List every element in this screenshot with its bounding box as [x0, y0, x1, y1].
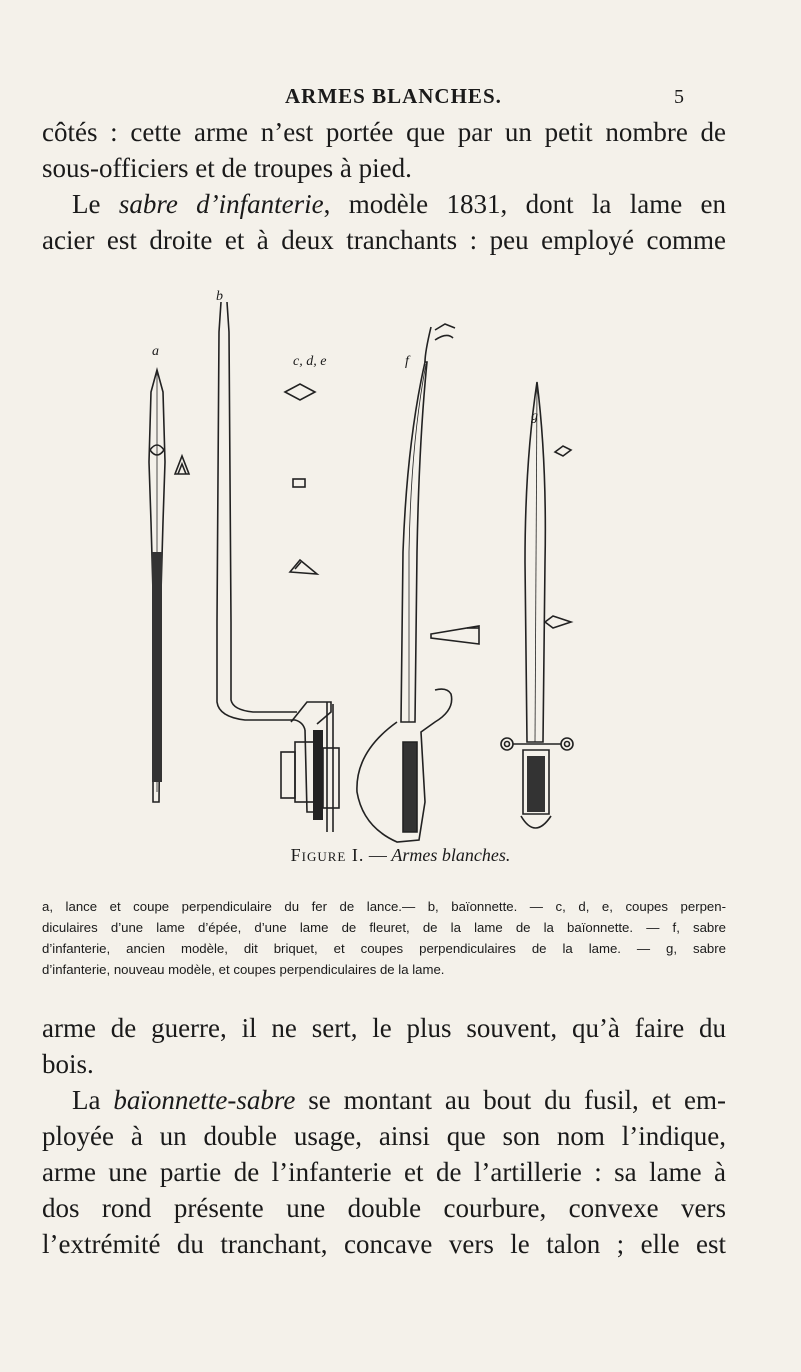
bayonet-drawing [217, 302, 339, 832]
text-line: l’extrémité du tranchant, concave vers le talon ; elle est [42, 1229, 726, 1259]
legend-line: diculaires d’une lame d’épée, d’une lame de fleuret, de la lame de la baïonnette. — f, sabre [42, 920, 726, 935]
text-line: bois. [42, 1049, 94, 1079]
text-line: Le sabre d’infanterie, modèle 1831, dont la lame en [72, 189, 726, 219]
paragraph-bottom [42, 1010, 726, 1262]
legend-line: a, lance et coupe perpendiculaire du fer de lance.— b, baïonnette. — c, d, e, coupes perpen- [42, 899, 726, 914]
text-line: sous-officiers et de troupes à pied. [42, 153, 412, 183]
text-line: côtés : cette arme n’est portée que par un petit nombre de [42, 117, 726, 147]
figure-label-b: b [216, 289, 223, 304]
text-line: dos rond présente une double courbure, convexe vers [42, 1193, 726, 1223]
figure-label-g: g [531, 409, 538, 424]
legend-line: d’infanterie, ancien modèle, dit briquet, et coupes perpendiculaires de la lame. — g, sabre [42, 941, 726, 956]
blade-sections-drawing [285, 384, 317, 574]
running-head [0, 84, 801, 114]
text-line: arme une partie de l’infanterie et de l’artillerie : sa lame à [42, 1157, 726, 1187]
emphasis-term: baïonnette-sabre [113, 1085, 296, 1115]
emphasis-term: sabre d’infanterie [118, 189, 324, 219]
text-line: arme de guerre, il ne sert, le plus souvent, qu’à faire du [42, 1013, 726, 1043]
figure-label-f: f [405, 354, 409, 369]
legend-line: d’infanterie, nouveau modèle, et coupes perpendiculaires de la lame. [42, 962, 445, 977]
weapons-engraving [135, 292, 615, 852]
running-title: ARMES BLANCHES. [285, 84, 502, 108]
figure-label-cde: c, d, e [293, 354, 327, 369]
figure-label-a: a [152, 344, 159, 359]
lance-section-drawing [175, 456, 189, 474]
saber-briquet-drawing [357, 324, 479, 842]
paragraph-top [42, 114, 726, 258]
text-line: acier est droite et à deux tranchants : peu employé comme [42, 225, 726, 255]
figure-caption: Figure I. — Armes blanches. [290, 845, 511, 865]
page-number: 5 [674, 86, 684, 108]
figure-legend [42, 896, 726, 980]
text-line: ployée à un double usage, ainsi que son nom l’indique, [42, 1121, 726, 1151]
figure-armes-blanches [135, 289, 615, 852]
figure-number: Figure I. [290, 845, 365, 865]
text-line: La baïonnette-sabre se montant au bout du fusil, et em- [72, 1085, 726, 1115]
figure-title: Armes blanches. [391, 845, 511, 865]
lance-drawing [149, 370, 165, 802]
saber-new-model-drawing [501, 382, 573, 828]
